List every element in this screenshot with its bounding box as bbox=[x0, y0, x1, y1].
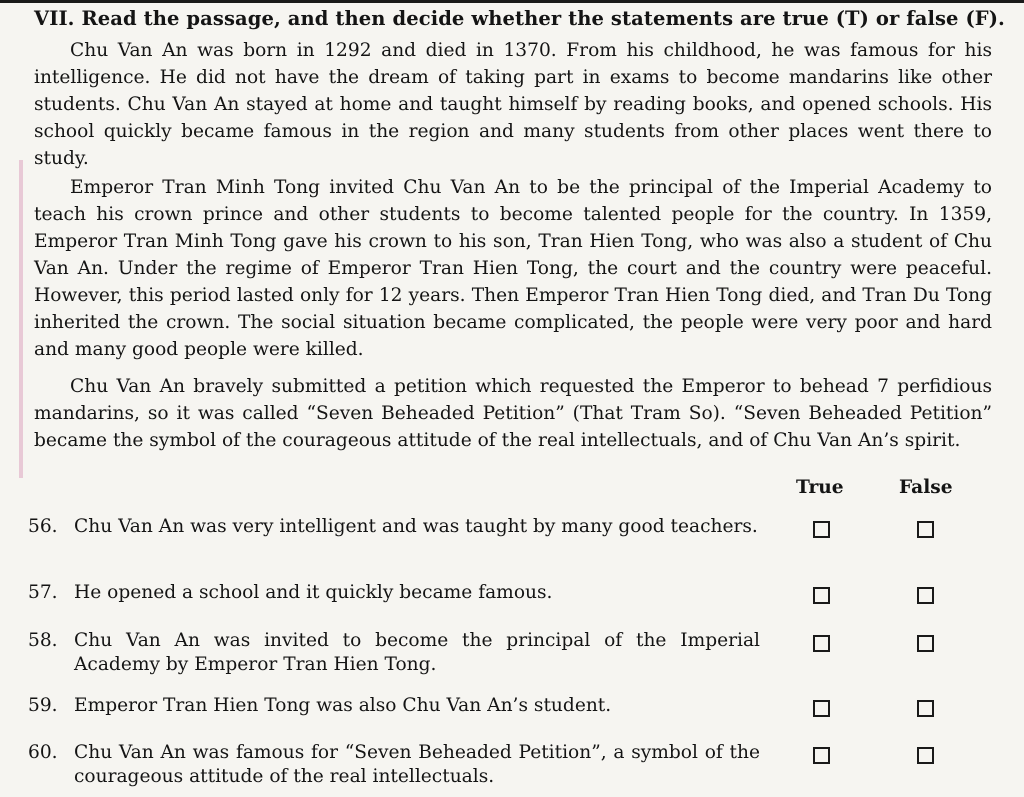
false-checkbox[interactable] bbox=[917, 700, 934, 717]
false-checkbox[interactable] bbox=[917, 587, 934, 604]
statement-number: 59. bbox=[28, 695, 58, 716]
false-checkbox[interactable] bbox=[917, 521, 934, 538]
false-checkbox[interactable] bbox=[917, 635, 934, 652]
passage-paragraph-1: Chu Van An was born in 1292 and died in 1370. From his childhood, he was famous for his intelligence. He did not have the dream of taking part in exams to become mandarins like other students. Chu Van An stayed at home and taught himself by reading books, and opened schools. His school quickly became famous in the region and many students from other places went there to study. bbox=[34, 40, 992, 169]
statement-number: 60. bbox=[28, 742, 58, 763]
statement-text: Chu Van An was famous for “Seven Beheaded Petition”, a symbol of the courageous attitude of the real intellectuals. bbox=[74, 742, 760, 787]
true-checkbox[interactable] bbox=[813, 521, 830, 538]
false-column-header: False bbox=[899, 477, 953, 498]
statement-text: Chu Van An was very intelligent and was taught by many good teachers. bbox=[74, 516, 758, 537]
false-checkbox[interactable] bbox=[917, 747, 934, 764]
true-checkbox[interactable] bbox=[813, 747, 830, 764]
true-checkbox[interactable] bbox=[813, 700, 830, 717]
statement-number: 56. bbox=[28, 516, 58, 537]
statement-number: 58. bbox=[28, 630, 58, 651]
true-checkbox[interactable] bbox=[813, 587, 830, 604]
section-heading: VII. Read the passage, and then decide whether the statements are true (T) or false (F). bbox=[34, 7, 1005, 30]
statement-text: Chu Van An was invited to become the principal of the Imperial Academy by Emperor Tran Hien Tong. bbox=[74, 630, 760, 675]
true-column-header: True bbox=[796, 477, 844, 498]
passage-paragraph-3: Chu Van An bravely submitted a petition which requested the Emperor to behead 7 perfidious mandarins, so it was called “Seven Beheaded Petition” (That Tram So). “Seven Beheaded Petition” became the symbol of the courageous attitude of the real intellectuals, and of Chu Van An’s spirit. bbox=[34, 376, 992, 451]
statement-text: Emperor Tran Hien Tong was also Chu Van An’s student. bbox=[74, 695, 612, 716]
statement-number: 57. bbox=[28, 582, 58, 603]
true-checkbox[interactable] bbox=[813, 635, 830, 652]
passage-paragraph-2: Emperor Tran Minh Tong invited Chu Van An to be the principal of the Imperial Academy to teach his crown prince and other students to become talented people for the country. In 1359, Emperor Tran Minh Tong gave his crown to his son, Tran Hien Tong, who was also a student of Chu Van An. Under the regime of Emperor Tran Hien Tong, the court and the country were peaceful. However, this period lasted only for 12 years. Then Emperor Tran Hien Tong died, and Tran Du Tong inherited the crown. The social situation became complicated, the people were very poor and hard and many good people were killed. bbox=[34, 177, 992, 360]
statement-text: He opened a school and it quickly became famous. bbox=[74, 582, 553, 603]
